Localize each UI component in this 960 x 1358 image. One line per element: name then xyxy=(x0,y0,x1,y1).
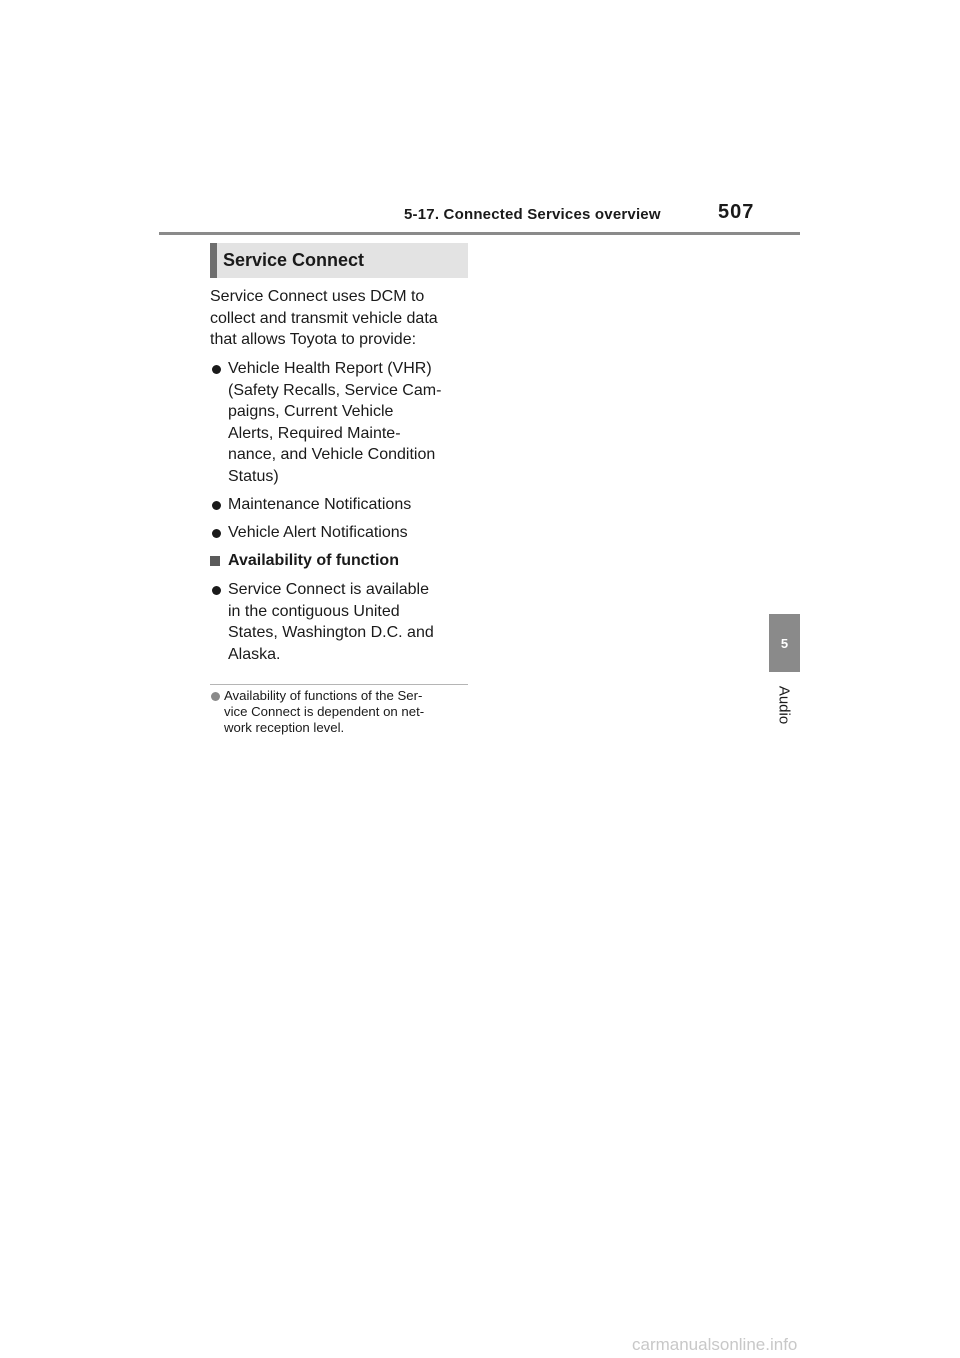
note-line: Availability of functions of the Ser- xyxy=(224,688,423,703)
list-item-availability xyxy=(210,579,472,665)
bullet-icon xyxy=(212,501,221,510)
watermark: carmanualsonline.info xyxy=(632,1335,798,1354)
section-heading-box xyxy=(210,243,468,278)
list-item-line: in the contiguous United xyxy=(228,602,400,620)
note-divider xyxy=(210,684,468,685)
list-item-line: Alerts, Required Mainte- xyxy=(228,424,401,442)
note-line: vice Connect is dependent on net- xyxy=(224,704,425,720)
page-number: 507 xyxy=(718,201,755,223)
bullet-icon xyxy=(212,365,221,374)
list-item-vehicle-alert xyxy=(210,522,472,544)
intro-line: that allows Toyota to provide: xyxy=(210,331,417,349)
list-item-line: Vehicle Health Report (VHR) xyxy=(228,360,432,377)
note xyxy=(210,688,470,737)
section-heading: Service Connect xyxy=(223,250,365,270)
note-text xyxy=(224,688,470,737)
list-item-text: Maintenance Notifications xyxy=(228,496,412,513)
note-line: work reception level. xyxy=(224,720,345,736)
bullet-icon xyxy=(212,586,221,595)
list-item-line: paigns, Current Vehicle xyxy=(228,403,394,421)
header-divider xyxy=(159,232,800,235)
list-item-line: Alaska. xyxy=(228,645,281,663)
chapter-number: 5 xyxy=(780,635,789,651)
list-item-maintenance xyxy=(210,494,472,516)
list-item-line: Status) xyxy=(228,467,279,485)
subheading-text: Availability of function xyxy=(228,552,399,569)
list-item-line: Service Connect is available xyxy=(228,581,429,598)
chapter-label: Audio xyxy=(775,685,793,725)
running-header-title: 5-17. Connected Services overview xyxy=(404,206,661,223)
intro-line: collect and transmit vehicle data xyxy=(210,309,438,327)
list-item-line: States, Washington D.C. and xyxy=(228,624,434,642)
list-item-line: nance, and Vehicle Condition xyxy=(228,446,436,464)
subheading-availability xyxy=(210,550,472,572)
intro-line: Service Connect uses DCM to xyxy=(210,288,425,305)
bullet-icon xyxy=(212,529,221,538)
list-item-line: (Safety Recalls, Service Cam- xyxy=(228,381,442,399)
list-item-text xyxy=(228,358,472,488)
list-item-vhr xyxy=(210,358,472,488)
list-item-text xyxy=(228,579,472,665)
list-item-text: Vehicle Alert Notifications xyxy=(228,524,408,541)
chapter-tab xyxy=(769,614,800,672)
square-bullet-icon xyxy=(210,556,220,566)
intro-paragraph xyxy=(210,286,472,351)
note-bullet-icon xyxy=(211,692,220,701)
